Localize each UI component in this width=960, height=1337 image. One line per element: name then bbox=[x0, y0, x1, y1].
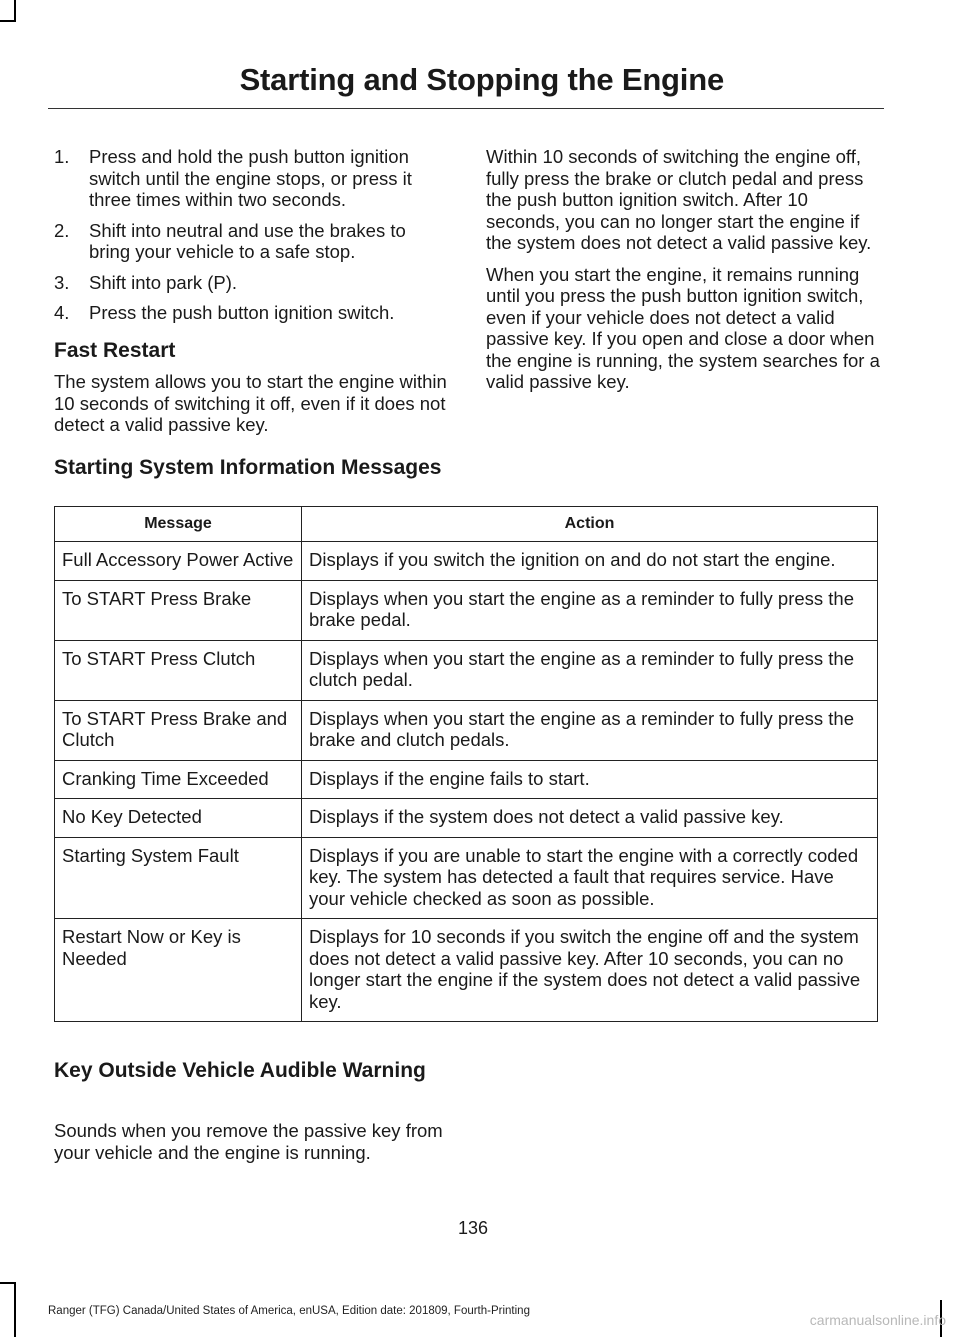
message-cell: To START Press Clutch bbox=[55, 640, 302, 700]
action-cell: Displays if you are unable to start the engine with a correctly coded key. The system has detected a fault that requires service. Have your vehicle checked as soon as possible. bbox=[302, 837, 878, 919]
list-item: 3. Shift into park (P). bbox=[54, 271, 238, 293]
table-row bbox=[55, 580, 878, 640]
table-row bbox=[55, 760, 878, 799]
message-cell: No Key Detected bbox=[55, 799, 302, 838]
watermark: carmanualsonline.info bbox=[809, 1312, 946, 1328]
action-cell: Displays when you start the engine as a reminder to fully press the clutch pedal. bbox=[302, 640, 878, 700]
fast-restart-para-1: Within 10 seconds of switching the engine off, fully press the brake or clutch pedal and press the push button ignition switch. After 10 seconds, you can no longer start the engine if the system does not detect a valid passive key. bbox=[486, 146, 872, 253]
messages-table bbox=[54, 506, 878, 1022]
footer-edition-info: Ranger (TFG) Canada/United States of America, enUSA, Edition date: 201809, Fourth-Printing bbox=[48, 1305, 530, 1317]
stopping-steps-list bbox=[54, 146, 449, 324]
message-cell: Starting System Fault bbox=[55, 837, 302, 919]
page-title: Starting and Stopping the Engine bbox=[239, 62, 724, 97]
key-outside-text: Sounds when you remove the passive key from your vehicle and the engine is running. bbox=[54, 1120, 443, 1163]
action-cell: Displays if the engine fails to start. bbox=[302, 760, 878, 799]
action-cell: Displays if you switch the ignition on and do not start the engine. bbox=[302, 542, 878, 581]
page-number: 136 bbox=[457, 1218, 489, 1238]
crop-mark-top-left-v bbox=[14, 0, 16, 22]
list-item: 2. Shift into neutral and use the brakes to bring your vehicle to a safe stop. bbox=[54, 219, 406, 262]
left-column bbox=[54, 146, 449, 446]
table-row bbox=[55, 837, 878, 919]
action-cell: Displays when you start the engine as a reminder to fully press the brake and clutch pedals. bbox=[302, 700, 878, 760]
list-item: 1. Press and hold the push button ignition switch until the engine stops, or press it three times within two seconds. bbox=[54, 146, 412, 210]
action-cell: Displays if the system does not detect a valid passive key. bbox=[302, 799, 878, 838]
fast-restart-para-2: When you start the engine, it remains running until you press the push button ignition switch, even if your vehicle does not detect a valid passive key. If you open and close a door when the engine is running, the system searches for a valid passive key. bbox=[486, 263, 880, 392]
page-header bbox=[48, 60, 884, 109]
action-cell: Displays when you start the engine as a reminder to fully press the brake pedal. bbox=[302, 580, 878, 640]
key-outside-heading: Key Outside Vehicle Audible Warning bbox=[54, 1059, 426, 1082]
fast-restart-text: The system allows you to start the engine within 10 seconds of switching it off, even if it does not detect a valid passive key. bbox=[54, 371, 447, 435]
message-cell: Full Accessory Power Active bbox=[55, 542, 302, 581]
list-item: 4. Press the push button ignition switch. bbox=[54, 302, 395, 323]
message-cell: To START Press Brake and Clutch bbox=[55, 700, 302, 760]
crop-mark-bottom-left-v bbox=[14, 1282, 16, 1337]
crop-mark-top-left-h bbox=[0, 20, 14, 22]
table-row bbox=[55, 700, 878, 760]
message-cell: Restart Now or Key is Needed bbox=[55, 919, 302, 1022]
message-cell: To START Press Brake bbox=[55, 580, 302, 640]
right-column bbox=[486, 146, 881, 403]
section-title: Starting System Information Messages bbox=[54, 456, 442, 479]
column-header-message: Message bbox=[55, 507, 302, 542]
table-row bbox=[55, 640, 878, 700]
table-row bbox=[55, 799, 878, 838]
action-cell: Displays for 10 seconds if you switch the engine off and the system does not detect a valid passive key. After 10 seconds, you can no longer start the engine if the system does not detect a valid passive key. bbox=[302, 919, 878, 1022]
table-row bbox=[55, 919, 878, 1022]
fast-restart-heading: Fast Restart bbox=[54, 338, 176, 362]
column-header-action: Action bbox=[302, 507, 878, 542]
table-header-row bbox=[55, 507, 878, 542]
crop-mark-bottom-left-h bbox=[0, 1282, 14, 1284]
message-cell: Cranking Time Exceeded bbox=[55, 760, 302, 799]
table-row bbox=[55, 542, 878, 581]
